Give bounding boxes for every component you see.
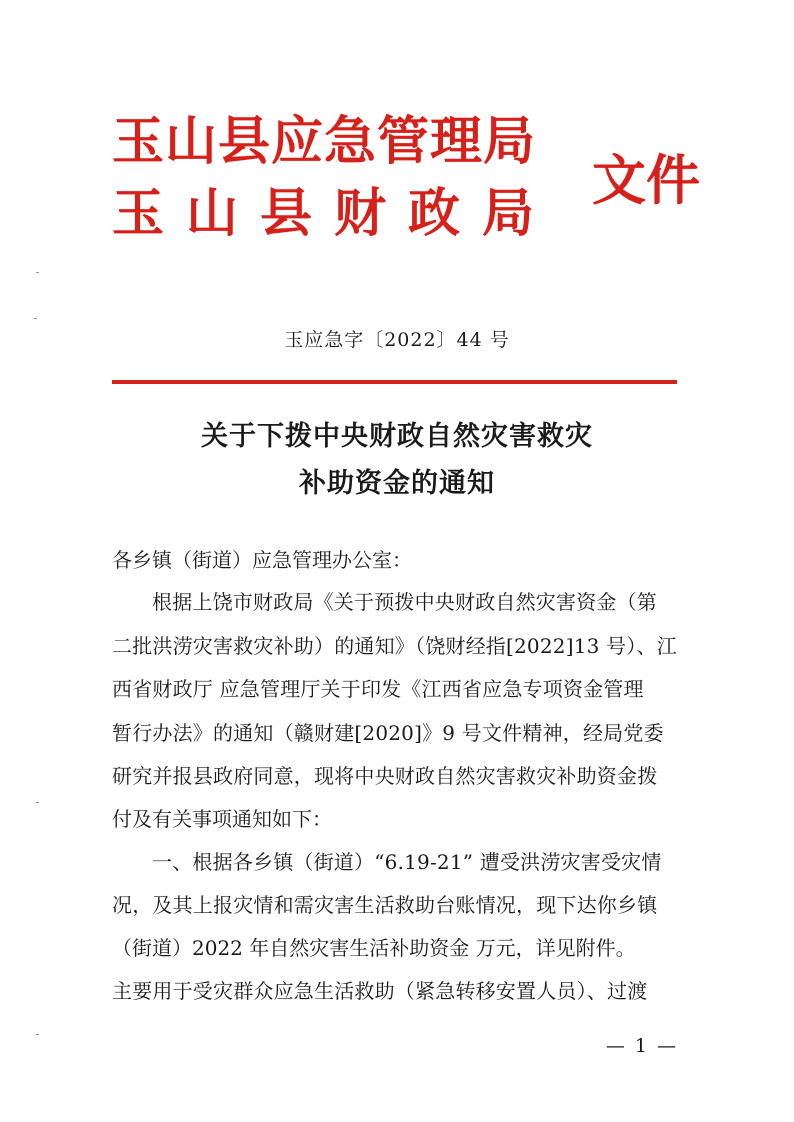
body-line: 一、根据各乡镇（街道）“6.19-21” 遭受洪涝灾害受灾情 [152, 850, 662, 874]
scan-speck [36, 802, 39, 803]
issuer-line-1: 玉山县应急管理局 [112, 111, 537, 172]
body-line: （街道）2022 年自然灾害生活补助资金 万元，详见附件。 [112, 936, 636, 960]
title-line-2: 补助资金的通知 [299, 468, 495, 499]
document-number: 玉应急字〔2022〕44 号 [284, 329, 510, 351]
body-line: 根据上饶市财政局《关于预拨中央财政自然灾害资金（第 [152, 590, 657, 614]
body-line: 主要用于受灾群众应急生活救助（紧急转移安置人员）、过渡 [112, 979, 648, 1003]
scan-speck [36, 272, 39, 273]
page-number: — 1 — [605, 1035, 678, 1057]
document-suffix: 文件 [592, 148, 700, 212]
title-line-1: 关于下拨中央财政自然灾害救灾 [201, 421, 593, 452]
body-line: 二批洪涝灾害救灾补助）的通知》（饶财经指[2022]13 号）、江 [112, 634, 677, 658]
issuer-line-2: 玉山县财政局 [112, 183, 557, 244]
scan-speck [36, 1034, 39, 1035]
body-line: 暂行办法》的通知（赣财建[2020]》9 号文件精神，经局党委 [112, 721, 664, 745]
body-line: 西省财政厅 应急管理厅关于印发《江西省应急专项资金管理 [112, 677, 644, 701]
body-line: 付及有关事项通知如下： [112, 807, 332, 831]
body-line: 研究并报县政府同意，现将中央财政自然灾害救灾补助资金拨 [112, 764, 658, 788]
body-line: 况，及其上报灾情和需灾害生活救助台账情况，现下达你乡镇 [112, 893, 658, 917]
scan-speck [34, 318, 37, 319]
salutation: 各乡镇（街道）应急管理办公室： [112, 548, 412, 572]
red-header-rule [112, 380, 677, 384]
